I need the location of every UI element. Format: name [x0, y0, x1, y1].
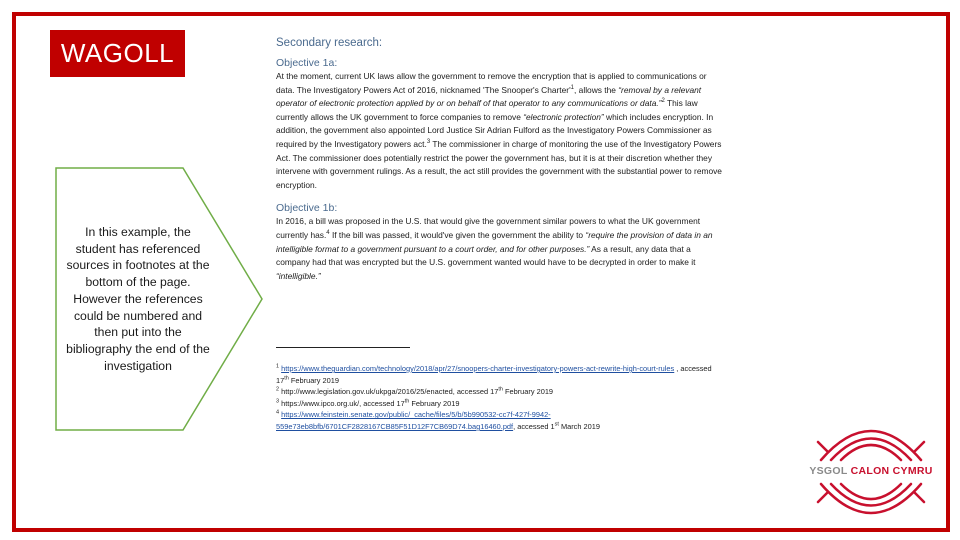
footnotes: [276, 363, 716, 433]
text-run: At the moment, current UK laws allow the government to remove the encryption that is applied to communications or data. The Investigatory Powers Act of 2016, nicknamed 'The Snooper's Charter': [276, 71, 707, 95]
footnote-item: [276, 386, 716, 398]
callout-text: In this example, the student has referenced sources in footnotes at the bottom of the page. However the references could be numbered and then put into the bibliography the end of the investigation: [66, 225, 210, 373]
footnote-text: https://www.ipco.org.uk/, accessed 17: [279, 398, 405, 408]
footnote-link[interactable]: https://www.theguardian.com/technology/2018/apr/27/snoopers-charter-investigatory-powers-act-rewrite-high-court-rules: [281, 364, 675, 373]
quote: “electronic protection”: [523, 111, 604, 122]
footnote-number: 3: [276, 398, 280, 405]
footnote-number: 2: [276, 386, 280, 393]
footnote-number: 1: [276, 363, 280, 370]
footnote-ref: 4: [326, 230, 330, 237]
section-heading: Secondary research:: [276, 37, 383, 49]
callout-arrow: [55, 167, 265, 432]
footnote-text: February 2019: [409, 398, 460, 408]
footnote-text: March 2019: [558, 421, 600, 431]
logo-wordmark: [806, 465, 936, 477]
footnote-ref: 1: [570, 84, 575, 91]
footnote-text: , accessed 17: [276, 364, 712, 385]
logo-word: YSGOL: [809, 465, 848, 477]
text-run: which includes encryption. In addition, the government also appointed Lord Justice Sir Adrian Fulford as the Investigatory Powers Commissioner as required by the Investigatory powers act.: [276, 111, 714, 149]
ordinal-suffix: st: [554, 421, 559, 428]
document-excerpt: [276, 37, 726, 283]
footnote-text: , accessed 1: [513, 421, 555, 431]
objective-1b-paragraph: [276, 215, 726, 283]
logo-word: CYMRU: [892, 465, 933, 477]
quote: “require the provision of data in an intelligible format to a government pursuant to a court order, and for other purposes.”: [276, 229, 713, 254]
footnote-item: [276, 363, 716, 386]
wagoll-badge: WAGOLL: [50, 30, 185, 77]
footnote-item: [276, 398, 716, 410]
footnote-number: 4: [276, 409, 280, 416]
quote: “intelligible.”: [276, 270, 321, 281]
text-run: The commissioner in charge of monitoring the use of the Investigatory Powers Act. The commissioner does potentially restrict the power the government has, but it is at their discretion whether they intervene with government rulings. As a result, the act still provides the government with the substantial power to remove encryption.: [276, 138, 722, 190]
footnote-item: [276, 409, 716, 432]
objective-1b-title: Objective 1b:: [276, 202, 338, 215]
school-logo: [806, 412, 936, 524]
text-run: In 2016, a bill was proposed in the U.S. that would give the government similar powers to what the UK government currently has.: [276, 216, 701, 240]
ordinal-suffix: th: [498, 386, 503, 393]
footnote-separator: [276, 347, 410, 348]
objective-1a-title: Objective 1a:: [276, 57, 338, 69]
footnote-ref: 2: [661, 98, 665, 105]
footnote-ref: 3: [426, 139, 431, 146]
text-run: If the bill was passed, it would've given the government the ability to: [329, 229, 586, 240]
footnote-text: February 2019: [502, 387, 554, 397]
text-run: This law currently allows the UK government to force companies to remove: [276, 98, 698, 122]
footnote-text: February 2019: [288, 375, 339, 385]
ordinal-suffix: th: [404, 398, 410, 405]
ordinal-suffix: th: [284, 375, 289, 382]
footnote-text: http://www.legislation.gov.uk/ukpga/2016/25/enacted, accessed 17: [279, 387, 499, 397]
quote: “removal by a relevant operator of electronic protection applied by or on behalf of that operator to any communications or data.”: [276, 84, 702, 109]
footnote-link[interactable]: https://www.feinstein.senate.gov/public/_cache/files/5/b/5b990532-cc7f-427f-9942-559e73eb8bfb/6701CF2828167CB85F51D12F7CB69D74.bag16460.pdf: [276, 410, 551, 431]
logo-word: CALON: [850, 465, 890, 477]
text-run: , allows the: [574, 84, 619, 95]
objective-1a-paragraph: [276, 70, 726, 192]
text-run: As a result, any data that a company had that was encrypted but the U.S. government wanted would have to be decrypted in order to make it: [276, 243, 696, 268]
